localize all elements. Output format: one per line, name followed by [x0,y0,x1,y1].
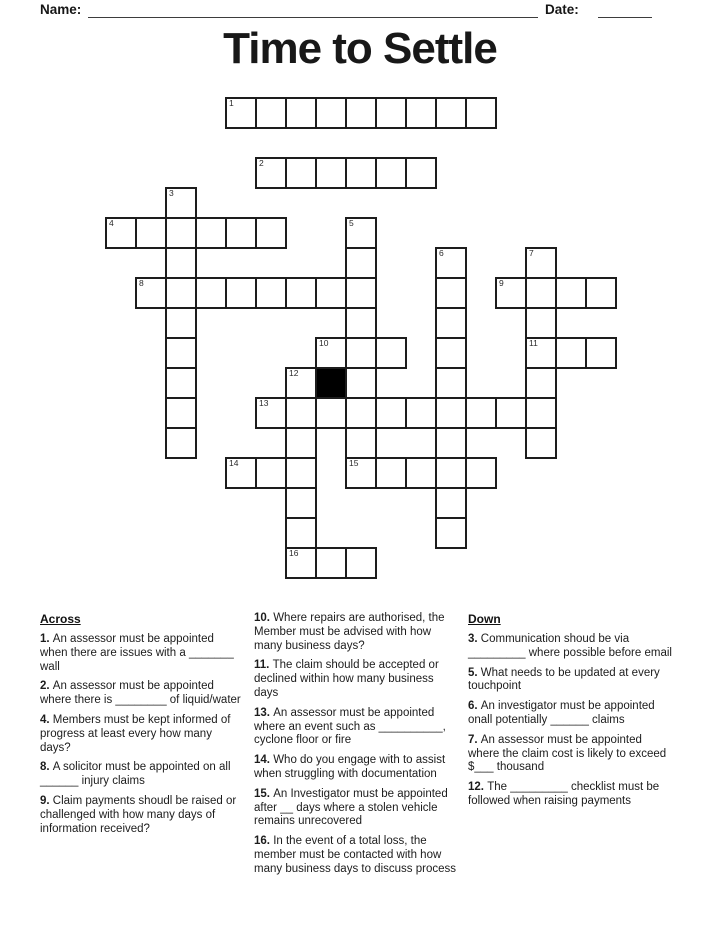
clue-number: 16. [254,835,274,848]
clue-number: 13. [254,706,274,719]
clue-number: 6. [468,700,481,713]
clue-item: 1. An assessor must be appointed when there are issues with a _______ wall [40,633,234,673]
grid-cell[interactable] [285,277,317,309]
page-title: Time to Settle [223,24,497,73]
down-heading: Down [468,612,501,626]
cell-number: 15 [349,458,359,468]
clue-number: 3. [468,633,481,645]
grid-cell[interactable] [315,547,347,579]
clue-item: 13. An assessor must be appointed where an event such as __________, cyclone floor or fire [254,706,446,747]
grid-cell[interactable] [465,397,497,429]
grid-cell[interactable] [315,277,347,309]
grid-cell[interactable] [375,97,407,129]
grid-cell[interactable] [435,517,467,549]
date-label: Date: [545,2,579,17]
grid-cell[interactable] [525,367,557,399]
grid-cell[interactable] [135,277,167,309]
grid-cell[interactable] [285,427,317,459]
grid-cell[interactable] [345,367,377,399]
clue-number: 5. [468,666,481,679]
grid-cell[interactable] [405,397,437,429]
grid-cell[interactable] [285,457,317,489]
grid-cell[interactable] [345,307,377,339]
black-cell [315,367,347,399]
grid-cell[interactable] [345,397,377,429]
grid-cell[interactable] [375,157,407,189]
cell-number: 8 [139,278,144,288]
cell-number: 10 [319,338,329,348]
cell-number: 9 [499,278,504,288]
cell-number: 3 [169,188,174,198]
clue-number: 8. [40,761,53,774]
grid-cell[interactable] [225,97,257,129]
grid-cell[interactable] [255,217,287,249]
grid-cell[interactable] [345,277,377,309]
cell-number: 13 [259,398,269,408]
grid-cell[interactable] [435,427,467,459]
grid-cell[interactable] [495,397,527,429]
grid-cell[interactable] [195,277,227,309]
name-fill-line [88,17,538,18]
grid-cell[interactable] [285,367,317,399]
grid-cell[interactable] [375,397,407,429]
grid-cell[interactable] [465,97,497,129]
clue-number: 9. [40,794,53,807]
grid-cell[interactable] [375,337,407,369]
grid-cell[interactable] [225,277,257,309]
grid-cell[interactable] [195,217,227,249]
grid-cell[interactable] [315,337,347,369]
grid-cell[interactable] [255,97,287,129]
clue-number: 7. [468,733,481,746]
clue-number: 11. [254,659,273,672]
across-heading: Across [40,612,81,626]
grid-cell[interactable] [525,337,557,369]
grid-cell[interactable] [255,397,287,429]
clue-item: 6. An investigator must be appointed onall potentially ______ claims [468,700,655,726]
grid-cell[interactable] [465,457,497,489]
grid-cell[interactable] [165,397,197,429]
clue-item: 9. Claim payments shoudl be raised or challenged with how many days of information received? [40,794,237,835]
grid-cell[interactable] [255,457,287,489]
date-fill-line [598,17,652,18]
grid-cell[interactable] [525,307,557,339]
grid-cell[interactable] [165,217,197,249]
clue-number: 4. [40,713,53,726]
cell-number: 4 [109,218,114,228]
clue-item: 15. An Investigator must be appointed after __ days where a stolen vehicle remains unrecovered [254,787,448,828]
clue-number: 12. [468,781,488,794]
grid-cell[interactable] [555,337,587,369]
grid-cell[interactable] [315,157,347,189]
clue-number: 1. [40,633,53,645]
clue-item: 5. What needs to be updated at every touchpoint [468,666,660,693]
grid-cell[interactable] [405,97,437,129]
clue-item: 8. A solicitor must be appointed on all ______ injury claims [40,761,231,788]
grid-cell[interactable] [345,97,377,129]
grid-cell[interactable] [435,97,467,129]
grid-cell[interactable] [105,217,137,249]
grid-cell[interactable] [225,217,257,249]
grid-cell[interactable] [555,277,587,309]
grid-cell[interactable] [435,397,467,429]
grid-cell[interactable] [585,277,617,309]
clue-number: 14. [254,754,274,767]
grid-cell[interactable] [285,487,317,519]
grid-cell[interactable] [435,247,467,279]
clue-item: 3. Communication shoud be via _________ where possible before email [468,633,672,659]
grid-cell[interactable] [345,247,377,279]
grid-cell[interactable] [285,157,317,189]
grid-cell[interactable] [405,157,437,189]
cell-number: 5 [349,218,354,228]
cell-number: 1 [229,98,234,108]
grid-cell[interactable] [585,337,617,369]
grid-cell[interactable] [435,277,467,309]
cell-number: 12 [289,368,299,378]
cell-number: 6 [439,248,444,258]
grid-cell[interactable] [345,337,377,369]
grid-cell[interactable] [165,247,197,279]
clue-item: 10. Where repairs are authorised, the Member must be advised with how many business days? [254,612,445,652]
grid-cell[interactable] [345,217,377,249]
cell-number: 16 [289,548,299,558]
clue-number: 15. [254,787,274,800]
grid-cell[interactable] [165,277,197,309]
grid-cell[interactable] [375,457,407,489]
grid-cell[interactable] [345,547,377,579]
grid-cell[interactable] [435,337,467,369]
grid-cell[interactable] [345,157,377,189]
cell-number: 2 [259,158,264,168]
grid-cell[interactable] [135,217,167,249]
clue-item: 7. An assessor must be appointed where the claim cost is likely to exceed $___ thousand [468,733,667,774]
clue-item: 2. An assessor must be appointed where there is ________ of liquid/water [40,680,241,707]
clue-item: 14. Who do you engage with to assist when struggling with documentation [254,754,446,780]
grid-cell[interactable] [255,277,287,309]
clue-item: 4. Members must be kept informed of progress at least every how many days? [40,713,231,754]
clue-number: 10. [254,612,274,624]
grid-cell[interactable] [165,427,197,459]
grid-cell[interactable] [285,517,317,549]
grid-cell[interactable] [165,187,197,219]
grid-cell[interactable] [405,457,437,489]
grid-cell[interactable] [315,97,347,129]
grid-cell[interactable] [525,277,557,309]
grid-cell[interactable] [525,247,557,279]
cell-number: 7 [529,248,534,258]
grid-cell[interactable] [255,157,287,189]
grid-cell[interactable] [285,97,317,129]
grid-cell[interactable] [435,457,467,489]
cell-number: 14 [229,458,239,468]
clue-item: 12. The _________ checklist must be followed when raising payments [468,781,660,807]
clues-middle-column [254,612,458,883]
grid-cell[interactable] [165,307,197,339]
cell-number: 11 [529,338,538,348]
clue-number: 2. [40,680,53,693]
grid-cell[interactable] [525,397,557,429]
grid-cell[interactable] [165,337,197,369]
grid-cell[interactable] [435,487,467,519]
clues-across-column [40,612,244,842]
clues-down-column [468,612,672,815]
grid-cell[interactable] [435,367,467,399]
grid-cell[interactable] [525,427,557,459]
grid-cell[interactable] [435,307,467,339]
grid-cell[interactable] [285,397,317,429]
clue-item: 11. The claim should be accepted or declined within how many business days [254,659,439,699]
grid-cell[interactable] [345,457,377,489]
grid-cell[interactable] [165,367,197,399]
clue-item: 16. In the event of a total loss, the member must be contacted with how many business days to discuss process [254,835,456,875]
grid-cell[interactable] [285,547,317,579]
grid-cell[interactable] [495,277,527,309]
grid-cell[interactable] [225,457,257,489]
grid-cell[interactable] [315,397,347,429]
grid-cell[interactable] [345,427,377,459]
name-label: Name: [40,2,82,17]
